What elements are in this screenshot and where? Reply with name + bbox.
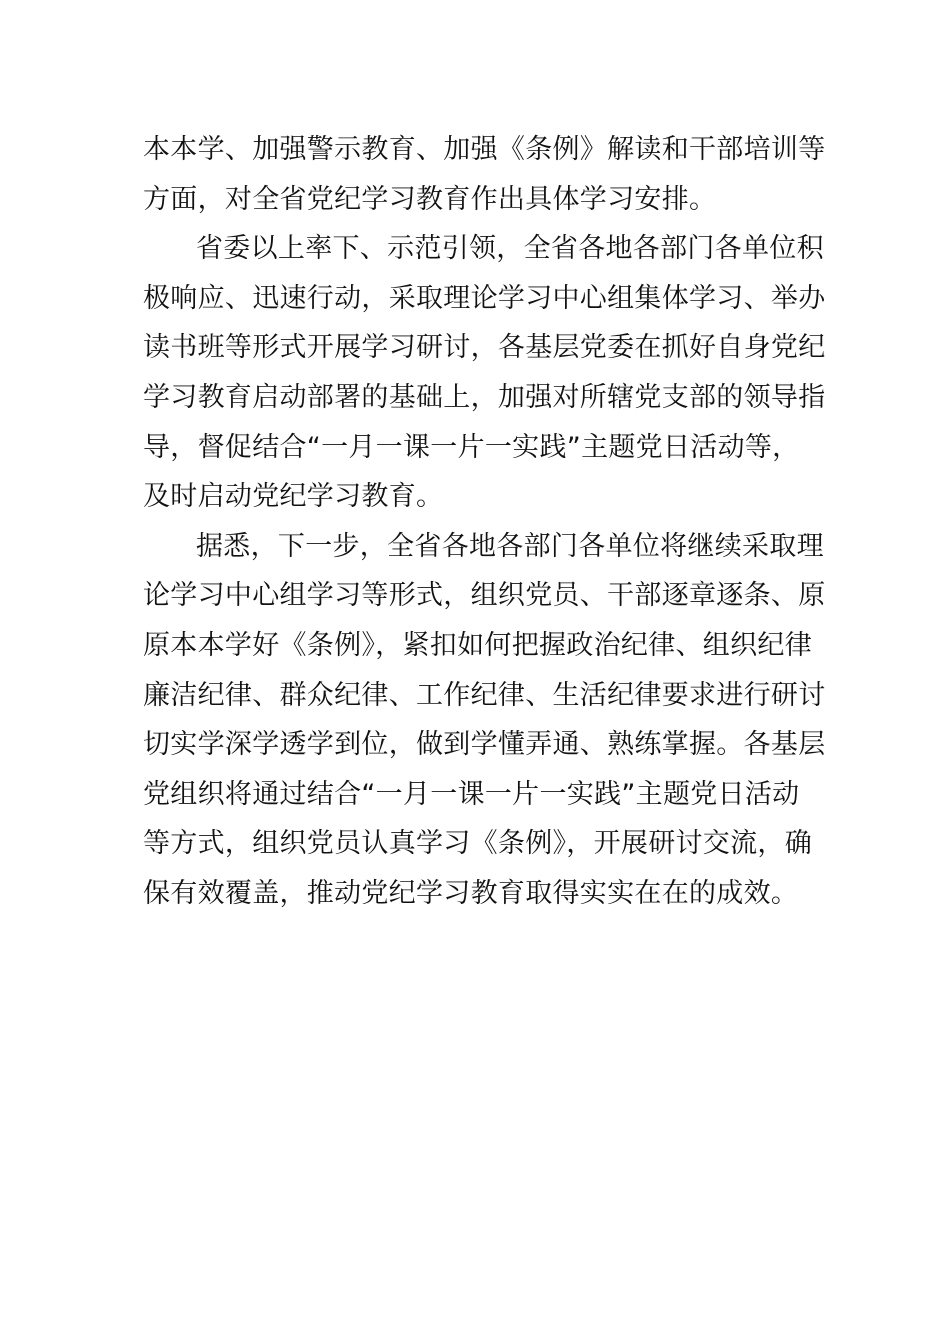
text-line: 等方式，组织党员认真学习《条例》，开展研讨交流，确 [143, 828, 812, 860]
text-line: 本本学、加强警示教育、加强《条例》解读和干部培训等 [143, 134, 826, 165]
text-line: 极响应、迅速行动，采取理论学习中心组集体学习、举办 [143, 282, 826, 314]
text-line: 论学习中心组学习等形式，组织党员、干部逐章逐条、原 [143, 580, 826, 612]
body-text [143, 125, 826, 919]
text-line: 方面，对全省党纪学习教育作出具体学习安排。 [143, 183, 717, 215]
text-line: 廉洁纪律、群众纪律、工作纪律、生活纪律要求进行研讨 [143, 679, 826, 711]
paragraph-start-line: 省委以上率下、示范引领，全省各地各部门各单位积 [196, 233, 824, 265]
text-line: 读书班等形式开展学习研讨，各基层党委在抓好自身党纪 [143, 332, 826, 364]
text-line: 党组织将通过结合“一月一课一片一实践”主题党日活动 [143, 778, 800, 810]
text-line: 切实学深学透学到位，做到学懂弄通、熟练掌握。各基层 [143, 729, 826, 761]
text-line: 原本本学好《条例》，紧扣如何把握政治纪律、组织纪律 [143, 629, 812, 661]
text-line: 学习教育启动部署的基础上，加强对所辖党支部的领导指 [143, 381, 826, 413]
paragraph-start-line: 据悉，下一步，全省各地各部门各单位将继续采取理 [196, 530, 824, 562]
text-line: 导，督促结合“一月一课一片一实践”主题党日活动等， [143, 431, 800, 463]
text-line: 保有效覆盖，推动党纪学习教育取得实实在在的成效。 [143, 877, 799, 909]
text-line: 及时启动党纪学习教育。 [143, 481, 444, 513]
